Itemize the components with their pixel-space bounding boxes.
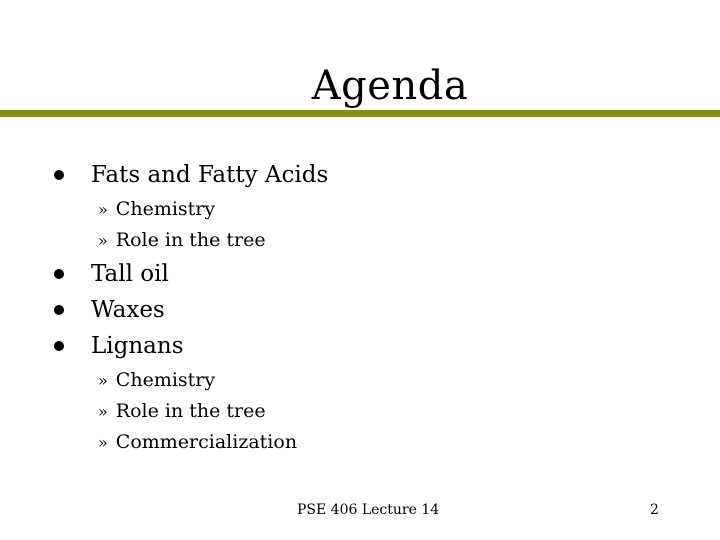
sub-bullet-item [98, 430, 297, 454]
bullet-text: Lignans [91, 333, 184, 359]
slide-title: Agenda [311, 63, 469, 109]
sub-bullet-marker: » [98, 401, 108, 421]
bullet-text: Fats and Fatty Acids [91, 162, 329, 188]
sub-bullet-marker: » [98, 199, 108, 219]
title-rule [0, 110, 720, 117]
sub-bullet-text: Role in the tree [115, 229, 266, 251]
sub-bullet-text: Commercialization [115, 431, 298, 453]
bullet-dot-icon [54, 269, 64, 279]
bullet-dot-icon [54, 341, 64, 351]
bullet-dot-icon [54, 305, 64, 315]
sub-bullet-text: Chemistry [115, 198, 216, 220]
sub-bullet-marker: » [98, 432, 108, 452]
sub-bullet-item [98, 399, 266, 423]
bullet-item [50, 259, 169, 289]
sub-bullet-item [98, 228, 266, 252]
sub-bullet-item [98, 197, 215, 221]
bullet-item [50, 160, 328, 190]
bullet-item [50, 295, 165, 325]
sub-bullet-text: Role in the tree [115, 400, 266, 422]
sub-bullet-marker: » [98, 230, 108, 250]
bullet-dot-icon [54, 170, 64, 180]
footer-text: PSE 406 Lecture 14 [297, 502, 440, 518]
sub-bullet-item [98, 368, 215, 392]
bullet-text: Waxes [91, 297, 165, 323]
page-number: 2 [650, 502, 659, 518]
bullet-text: Tall oil [91, 261, 169, 287]
bullet-item [50, 331, 184, 361]
sub-bullet-marker: » [98, 370, 108, 390]
sub-bullet-text: Chemistry [115, 369, 216, 391]
